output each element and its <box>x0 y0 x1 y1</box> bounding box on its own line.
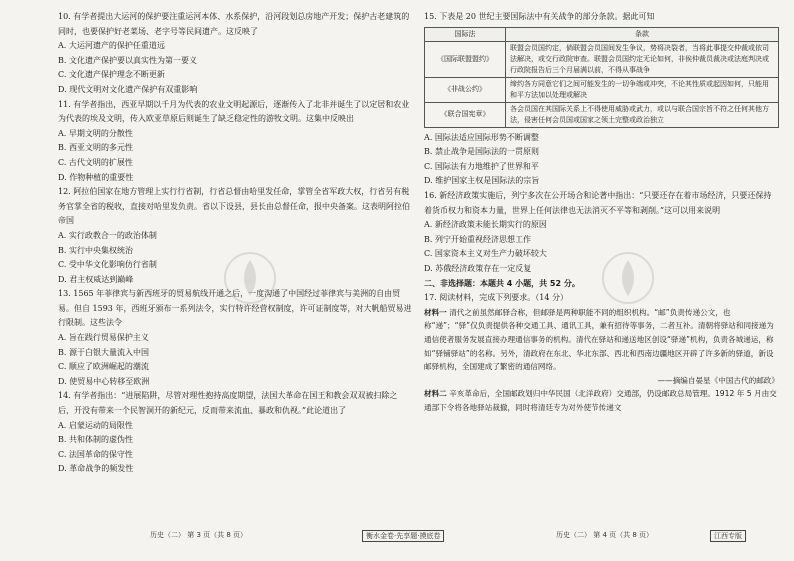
option-b: B. 实行中央集权统治 <box>58 245 133 255</box>
option-a: A. 启蒙运动的局限性 <box>58 420 133 430</box>
edition-label: 江西专版 <box>710 530 746 542</box>
table-row <box>425 102 779 127</box>
question-13 <box>58 287 413 389</box>
question-stem: 17. 阅读材料，完成下列要求。（14 分） <box>424 293 568 303</box>
option-d: D. 苏俄经济政策存在一定反复 <box>424 263 532 273</box>
option-d: D. 现代文明对文化遗产保护有双重影响 <box>58 84 198 94</box>
question-stem: 11. 有学者指出，西亚早期以千月为代表的农业文明起源后，逐渐传入了北非并诞生了以定居和农业为代表的埃及文明，传入欧亚草原后则诞生了缺乏稳定性的游牧文明。这集中反映出 <box>58 99 410 124</box>
option-d: D. 使贸易中心转移至欧洲 <box>58 376 150 386</box>
question-16 <box>424 189 779 277</box>
section-heading: 二、非选择题：本题共 4 小题，共 52 分。 <box>424 278 580 288</box>
right-column <box>424 10 779 414</box>
material-text: 辛亥革命后，全国邮政划归中华民国（北洋政府）交通部，仍设邮政总局管理。1912 年 5 月由交通部下令将各地驿站裁撤，同时将清廷专为对外使节传递文 <box>424 389 777 412</box>
option-c: C. 国际法有力地维护了世界和平 <box>424 161 539 171</box>
question-15 <box>424 10 779 189</box>
page-number-left: 历史（二） 第 3 页（共 8 页） <box>150 531 248 539</box>
option-a: A. 大运河遗产的保护任重道远 <box>58 41 165 51</box>
option-b: B. 源于白银大量流入中国 <box>58 347 149 357</box>
material-label: 材料二 <box>424 389 447 399</box>
option-a: A. 国际法适应国际形势不断调整 <box>424 132 539 142</box>
material-text: 清代之前虽然邮驿合称，但邮驿是两种职能不同的组织机构。“邮”负责传递公文，也称“递”；“驿”仅负责提供各种交通工具、通讯工具，兼有招待等事务，二者互补。清朝将驿站和同接递为通信使者服务发展直接办理通信事务的机构。清代在驿站和递送地区创设“驿递”机构，负责各城递运，称如“驿铺驿站”的名称。另外，清政府在东北、华北东部、西北和西南边疆地区开辟了许多新的驿道，新设邮驿机构，全国建成了繁密的通信网络。 <box>424 307 774 372</box>
option-a: A. 实行政教合一的政治体制 <box>58 230 157 240</box>
left-column <box>58 10 413 477</box>
international-law-table <box>424 27 779 128</box>
option-a: A. 早期文明的分散性 <box>58 128 133 138</box>
question-10 <box>58 10 413 98</box>
question-17 <box>424 291 779 414</box>
option-a: A. 新经济政策未能长期实行的原因 <box>424 220 547 230</box>
table-cell: 《非战公约》 <box>425 77 506 102</box>
material-one <box>424 306 779 388</box>
option-c: C. 古代文明的扩展性 <box>58 157 133 167</box>
table-cell: 《国际联盟盟约》 <box>425 41 506 77</box>
table-row <box>425 77 779 102</box>
option-b: B. 禁止战争是国际法的一贯原则 <box>424 147 539 157</box>
question-stem: 16. 新经济政策实施后，列宁多次在公开场合和论著中指出：“只要还存在着市场经济，只要还保持着货币权力和资本力量，世界上任何法律也无法消灭不平等和剥削。”这可以用来说明 <box>424 190 772 215</box>
material-source: ——摘编自晏星《中国古代的邮政》 <box>657 375 779 385</box>
table-cell: 缔约各方同意它们之间可能发生的一切争端或冲突，不论其性质或起因如何，只能用和平方法加以处理或解决 <box>506 77 779 102</box>
table-row <box>425 41 779 77</box>
question-11 <box>58 98 413 186</box>
option-c: C. 国家资本主义对生产力破坏较大 <box>424 249 547 259</box>
option-d: D. 革命战争的频发性 <box>58 464 134 474</box>
option-b: B. 西亚文明的多元性 <box>58 143 133 153</box>
option-a: A. 旨在践行贸易保护主义 <box>58 333 149 343</box>
table-header-row <box>425 27 779 41</box>
question-stem: 15. 下表是 20 世纪主要国际法中有关战争的部分条款。据此可知 <box>424 12 655 21</box>
question-14 <box>58 389 413 477</box>
material-two <box>424 387 779 414</box>
table-header: 条款 <box>506 27 779 41</box>
page-number-right: 历史（二） 第 4 页（共 8 页） <box>556 531 654 539</box>
option-c: C. 法国革命的保守性 <box>58 449 133 459</box>
table-header: 国际法 <box>425 27 506 41</box>
option-d: D. 作物种植的重要性 <box>58 172 134 182</box>
question-12 <box>58 185 413 287</box>
option-d: D. 君主权威达到巅峰 <box>58 274 134 284</box>
table-cell: 联盟会员国约定，倘联盟会员国间发生争议，势将决裂者，当将此事提交仲裁或依司法解决，或交行政院审查。联盟会员国约定无论如何，非俟仲裁员裁决或法庭判决或行政院报告后三个月届满以前，不得从事战争 <box>506 41 779 77</box>
option-c: C. 顺应了欧洲崛起的潮流 <box>58 362 149 372</box>
question-stem: 14. 有学者指出：“进展陷阱，尽管对理性抱持高度期望，法国大革命在国王和教会双双被扫除之后，开没有带来一个民智洞开的新纪元，反而带来流血、暴政和仇视。”此论道出了 <box>58 391 398 416</box>
option-b: B. 列宁开始重视经济思想工作 <box>424 234 531 244</box>
option-b: B. 共和体制的虚伪性 <box>58 435 133 445</box>
option-d: D. 维护国家主权是国际法的宗旨 <box>424 176 540 186</box>
table-cell: 《联合国宪章》 <box>425 102 506 127</box>
question-stem: 10. 有学者提出大运河的保护要注重运河本体、水系保护，沿河段划总房地产开发；保护古老建筑的同时，也要保护好老菜场、老字号等民间遗产。这反映了 <box>58 12 410 36</box>
question-stem: 13. 1565 年菲律宾与新西班牙的贸易航线开通之后，一度沟通了中国经过菲律宾与美洲的自由贸易。但自 1593 年，西班牙颁布一系列法令，实行特许经营权制度，许可证制度等，对大帆船贸易进行限制。这些法令 <box>58 289 412 328</box>
exam-series-label: 衡水金卷·先享题·摸底卷 <box>362 530 444 542</box>
table-cell: 各会员国在其国际关系上不得使用威胁或武力，或以与联合国宗旨不符之任何其他方法，侵害任何会员国或国家之领土完整或政治独立 <box>506 102 779 127</box>
question-stem: 12. 阿拉伯国家在地方管理上实行行省制，行省总督由哈里发任命，掌管全省军政大权，行省另有税务官掌全省的税收，直接对哈里发负责。省以下设县，县长由总督任命，报中央备案。这表明阿拉伯帝国 <box>58 187 410 226</box>
option-b: B. 文化遗产保护要以真实性为第一要义 <box>58 55 197 65</box>
option-c: C. 文化遗产保护理念不断更新 <box>58 70 165 80</box>
material-label: 材料一 <box>424 307 447 317</box>
option-c: C. 受中华文化影响仿行省制 <box>58 260 157 270</box>
